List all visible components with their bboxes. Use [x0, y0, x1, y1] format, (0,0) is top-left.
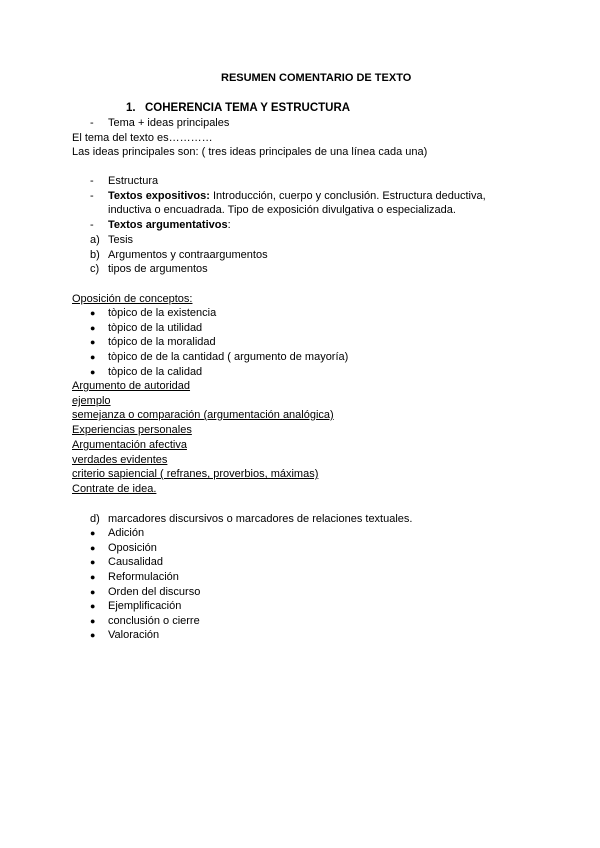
list-item: Causalidad [108, 556, 164, 568]
bullet-icon: ● [90, 308, 96, 318]
argument-type: Argumentación afectiva [72, 439, 187, 451]
dash-marker: - [90, 190, 94, 202]
list-item: Argumentos y contraargumentos [108, 249, 268, 261]
list-item: Orden del discurso [108, 586, 201, 598]
bullet-icon: ● [90, 528, 96, 538]
argument-type: criterio sapiencial ( refranes, proverbios, máximas) [72, 468, 319, 480]
argument-type: Contrate de idea. [72, 483, 157, 495]
bullet-icon: ● [90, 630, 96, 640]
list-item: tòpico de la existencia [108, 307, 217, 319]
list-marker: c) [90, 263, 100, 275]
bullet-icon: ● [90, 616, 96, 626]
section-number: 1. [126, 102, 136, 114]
document-title: RESUMEN COMENTARIO DE TEXTO [221, 72, 412, 84]
list-item: tòpico de de la cantidad ( argumento de mayoría) [108, 351, 349, 363]
list-marker: d) [90, 513, 100, 525]
list-item: conclusión o cierre [108, 615, 200, 627]
list-item: tipos de argumentos [108, 263, 208, 275]
oposicion-heading: Oposición de conceptos: [72, 293, 193, 305]
estructura-item: Estructura [108, 175, 159, 187]
argument-type: ejemplo [72, 395, 111, 407]
argument-type: verdades evidentes [72, 454, 168, 466]
bullet-icon: ● [90, 601, 96, 611]
list-item: Reformulación [108, 571, 179, 583]
bullet-icon: ● [90, 557, 96, 567]
list-item: Ejemplificación [108, 600, 182, 612]
list-item: Tesis [108, 234, 134, 246]
tema-item: Tema + ideas principales [108, 117, 230, 129]
bullet-icon: ● [90, 587, 96, 597]
dash-marker: - [90, 175, 94, 187]
ideas-line: Las ideas principales son: ( tres ideas principales de una línea cada una) [72, 146, 428, 158]
bullet-icon: ● [90, 572, 96, 582]
bullet-icon: ● [90, 367, 96, 377]
bullet-icon: ● [90, 543, 96, 553]
list-item: Adición [108, 527, 145, 539]
section-heading: COHERENCIA TEMA Y ESTRUCTURA [145, 102, 351, 114]
expositivos-line [108, 189, 486, 203]
expositivos-label: Textos expositivos: [108, 190, 210, 202]
list-item: tòpico de la utilidad [108, 322, 203, 334]
list-marker: b) [90, 249, 100, 261]
expositivos-text-continued: inductiva o encuadrada. Tipo de exposición divulgativa o especializada. [108, 204, 456, 216]
bullet-icon: ● [90, 323, 96, 333]
dash-marker: - [90, 117, 94, 129]
list-item: tòpico de la calidad [108, 366, 203, 378]
argument-type: Experiencias personales [72, 424, 192, 436]
tema-line: El tema del texto es………… [72, 132, 213, 144]
list-item: tópico de la moralidad [108, 336, 216, 348]
list-item: Valoración [108, 629, 160, 641]
expositivos-text: Introducción, cuerpo y conclusión. Estructura deductiva, [209, 190, 486, 202]
argumentativos-label: Textos argumentativos [108, 219, 228, 231]
bullet-icon: ● [90, 337, 96, 347]
argument-type: Argumento de autoridad [72, 380, 191, 392]
dash-marker: - [90, 219, 94, 231]
argumentativos-line: Textos argumentativos: [108, 219, 231, 231]
marcadores-heading: marcadores discursivos o marcadores de relaciones textuales. [108, 513, 413, 525]
bullet-icon: ● [90, 352, 96, 362]
argument-type: semejanza o comparación (argumentación analógica) [72, 409, 334, 421]
list-item: Oposición [108, 542, 157, 554]
list-marker: a) [90, 234, 100, 246]
